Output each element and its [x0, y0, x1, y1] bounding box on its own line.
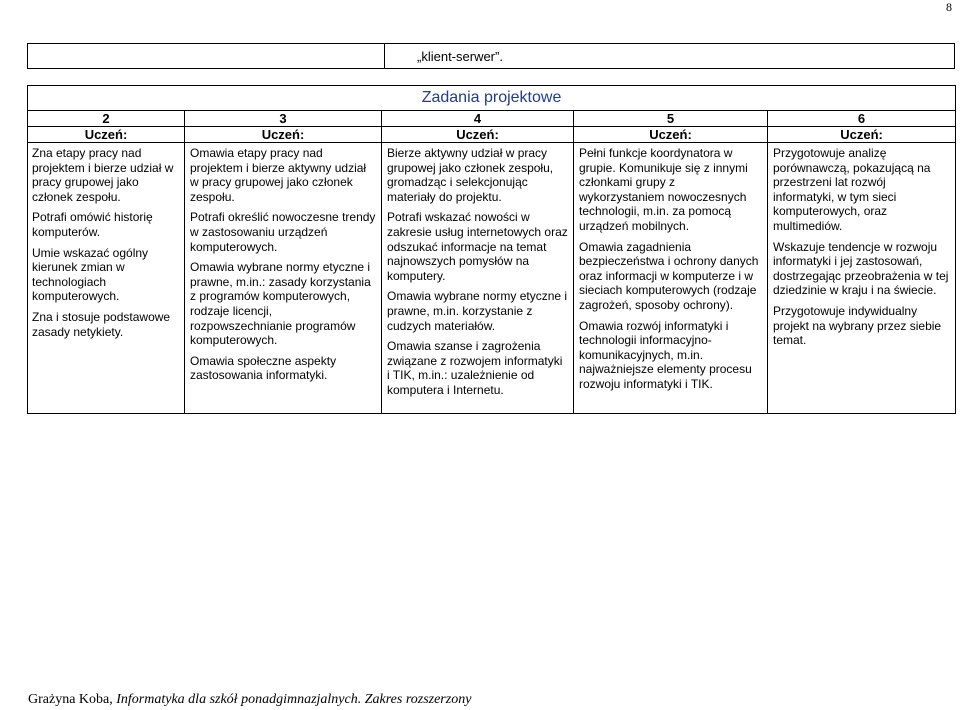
column-header: Uczeń:: [382, 127, 574, 143]
column-number: 6: [768, 111, 956, 127]
column-header: Uczeń:: [28, 127, 185, 143]
column-content-5: [768, 143, 956, 414]
page-footer: [28, 692, 471, 708]
requirement-text: Bierze aktywny udział w pracy grupowej jako członek zespołu, gromadząc i selekcjonując materiały do projektu.: [387, 146, 554, 204]
requirement-text: Umie wskazać ogólny kierunek zmian w technologiach komputerowych.: [32, 245, 149, 304]
requirement-text: Omawia zagadnienia bezpieczeństwa i ochrony danych oraz informacji w komputerze i w sieciach komputerowych (rodzaje zagrożeń, sposoby ochrony).: [579, 239, 759, 312]
column-content-2: [185, 143, 382, 414]
column-header: Uczeń:: [574, 127, 768, 143]
requirement-text: Potrafi określić nowoczesne trendy w zastosowaniu urządzeń komputerowych.: [190, 210, 376, 254]
column-content-3: [382, 143, 574, 414]
requirement-text: Omawia społeczne aspekty zastosowania informatyki.: [190, 353, 337, 383]
project-tasks-table: [27, 85, 956, 414]
requirement-text: Przygotowuje analizę porównawczą, pokazującą na przestrzeni lat rozwój informatyki, w tym sieci komputerowych, oraz multimediów.: [773, 146, 931, 233]
requirement-text: Wskazuje tendencje w rozwoju informatyki i jej zastosowań, dostrzegając przeobrażenia w tej dziedzinie w kraju i na świecie.: [773, 239, 949, 298]
requirement-text: Potrafi omówić historię komputerów.: [32, 210, 153, 239]
requirement-text: Potrafi wskazać nowości w zakresie usług internetowych oraz odszukać informacje na temat najnowszych pomysłów na komputery.: [387, 210, 568, 283]
column-header: Uczeń:: [768, 127, 956, 143]
requirement-text: Pełni funkcje koordynatora w grupie. Komunikuje się z innymi członkami grupy z wykorzystaniem nowoczesnych technologii, m.in. za pomocą urządzeń mobilnych.: [579, 146, 748, 233]
requirement-text: Omawia szanse i zagrożenia związane z rozwojem informatyki i TIK, m.in.: uzależnienie od komputera i Internetu.: [387, 339, 563, 397]
column-header: Uczeń:: [185, 127, 382, 143]
footer-author: Grażyna Koba,: [28, 692, 117, 707]
column-number: 5: [574, 111, 768, 127]
requirement-text: Omawia wybrane normy etyczne i prawne, m.in. korzystanie z cudzych materiałów.: [387, 289, 568, 333]
table-title: Zadania projektowe: [28, 86, 956, 111]
top-empty-cell: [28, 44, 385, 69]
top-continuation-table: [27, 43, 955, 69]
requirement-text: Omawia etapy pracy nad projektem i bierze aktywny udział w pracy grupowej jako członek zespołu.: [190, 146, 367, 204]
column-number: 2: [28, 111, 185, 127]
requirement-text: Przygotowuje indywidualny projekt na wybrany przez siebie temat.: [773, 303, 942, 348]
requirement-text: Zna i stosuje podstawowe zasady netykiety.: [32, 309, 171, 339]
column-number: 4: [382, 111, 574, 127]
page-number: 8: [946, 0, 952, 14]
requirement-text: Omawia rozwój informatyki i technologii informacyjno-komunikacyjnych, m.in. najważniejsze elementy procesu rozwoju informatyki i TIK.: [579, 318, 752, 391]
column-content-4: [574, 143, 768, 414]
column-number: 3: [185, 111, 382, 127]
footer-book-title: Informatyka dla szkół ponadgimnazjalnych. Zakres rozszerzony: [116, 692, 472, 707]
top-text-cell: „klient-serwer”.: [385, 44, 955, 69]
column-content-1: [28, 143, 185, 414]
requirement-text: Omawia wybrane normy etyczne i prawne, m.in.: zasady korzystania z programów komputerowych, rodzaje licencji, rozpowszechnianie programów komputerowych.: [190, 260, 371, 348]
requirement-text: Zna etapy pracy nad projektem i bierze udział w pracy grupowej jako członek zespołu.: [32, 146, 174, 204]
